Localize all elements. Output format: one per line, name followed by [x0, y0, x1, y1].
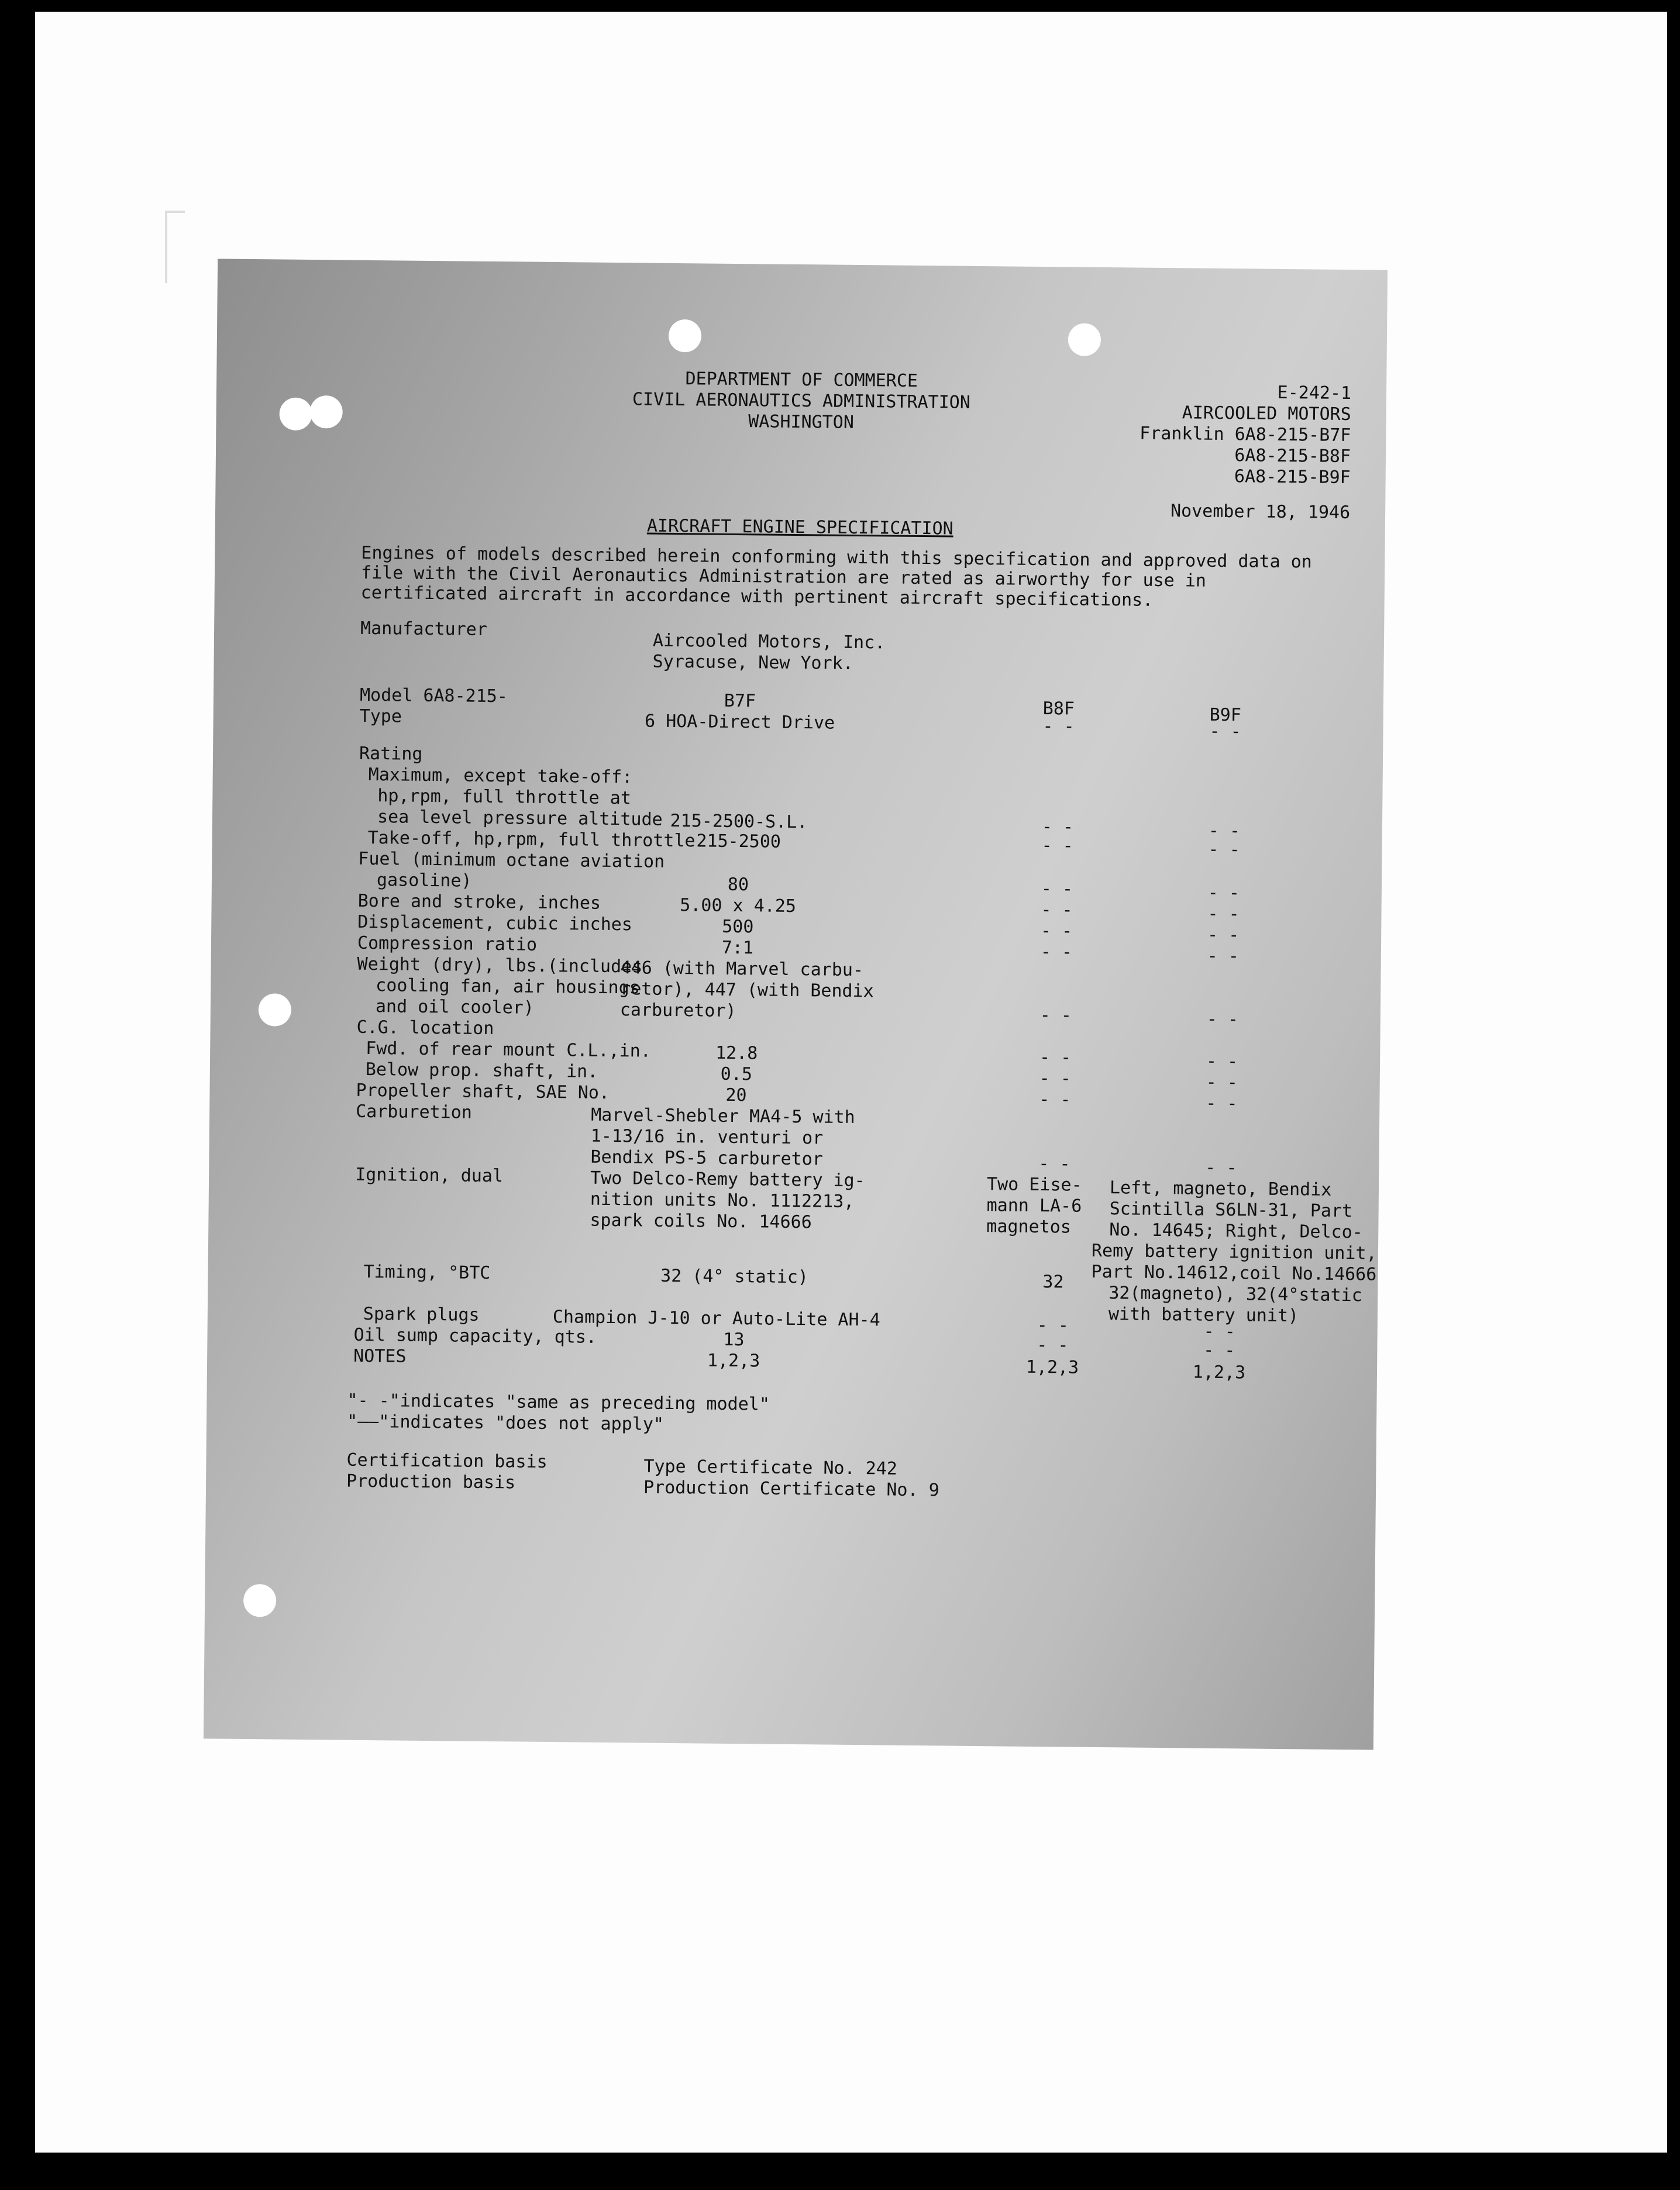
max-b7f: 215-2500-S.L. — [670, 810, 808, 833]
prop-label: Propeller shaft, SAE No. — [356, 1080, 610, 1103]
displacement-b8f: - - — [1040, 921, 1073, 942]
manufacturer-short: AIRCOOLED MOTORS — [1182, 402, 1351, 425]
fuel-b9f: - - — [1207, 882, 1240, 904]
agency-line: DEPARTMENT OF COMMERCE — [685, 369, 918, 391]
production-value: Production Certificate No. 9 — [643, 1477, 939, 1501]
weight-b7f: retor), 447 (with Bendix — [620, 979, 874, 1002]
below-label: Below prop. shaft, in. — [365, 1059, 598, 1082]
timing-b9f: with battery unit) — [1108, 1304, 1299, 1327]
notes-b8f: 1,2,3 — [1025, 1356, 1079, 1378]
timing-b9f: 32(magneto), 32(4°static — [1108, 1283, 1362, 1306]
below-b9f: - - — [1206, 1072, 1238, 1093]
manufacturer-name: Aircooled Motors, Inc. — [652, 630, 886, 653]
takeoff-b9f: - - — [1208, 839, 1240, 860]
max-b9f: - - — [1208, 820, 1241, 842]
below-b7f: 0.5 — [720, 1063, 753, 1085]
prop-b8f: - - — [1039, 1089, 1071, 1110]
weight-b9f: - - — [1206, 1008, 1239, 1030]
plugs-b8f: - - — [1037, 1314, 1069, 1336]
legend-line: "——"indicates "does not apply" — [346, 1411, 665, 1435]
ignition-label: Ignition, dual — [355, 1164, 504, 1187]
cg-label: C.G. location — [356, 1017, 494, 1039]
page-title: AIRCRAFT ENGINE SPECIFICATION — [646, 515, 953, 539]
manufacturer-label: Manufacturer — [360, 618, 488, 640]
model-designation: Franklin 6A8-215-B7F — [1139, 423, 1351, 446]
carb-b9f: - - — [1205, 1157, 1237, 1179]
fuel-b8f: - - — [1041, 879, 1073, 900]
max-label: Maximum, except take-off: — [368, 764, 633, 788]
oil-b7f: 13 — [723, 1329, 745, 1351]
weight-b7f: carburetor) — [619, 1000, 736, 1022]
ignition-b9f: No. 14645; Right, Delco- — [1109, 1220, 1363, 1243]
certification-label: Certification basis — [346, 1449, 548, 1472]
plugs-b7f: Champion J-10 or Auto-Lite AH-4 — [552, 1307, 880, 1331]
oil-label: Oil sump capacity, qts. — [353, 1324, 597, 1348]
displacement-b7f: 500 — [722, 916, 754, 938]
model-designation: 6A8-215-B8F — [1234, 445, 1351, 467]
spec-date: November 18, 1946 — [1170, 501, 1351, 524]
weight-label: cooling fan, air housings — [376, 975, 640, 998]
compression-b9f: - - — [1207, 945, 1240, 967]
legend-line: "- -"indicates "same as preceding model" — [347, 1390, 770, 1415]
bore-b8f: - - — [1041, 900, 1073, 921]
below-b8f: - - — [1039, 1068, 1072, 1089]
prop-b9f: - - — [1206, 1093, 1238, 1114]
oil-b9f: - - — [1203, 1340, 1235, 1361]
punch-hole — [259, 993, 292, 1027]
bore-b7f: 5.00 x 4.25 — [680, 895, 797, 917]
fuel-b7f: 80 — [727, 874, 749, 896]
fwd-b9f: - - — [1206, 1051, 1238, 1072]
document-page — [204, 259, 1388, 1750]
punch-hole — [1068, 323, 1101, 356]
timing-label: Timing, °BTC — [363, 1261, 491, 1284]
compression-b7f: 7:1 — [721, 937, 754, 959]
fuel-label: Fuel (minimum octane aviation — [358, 848, 665, 872]
notes-b9f: 1,2,3 — [1192, 1362, 1246, 1383]
col-head-b8f: B8F — [1042, 698, 1075, 719]
takeoff-b8f: - - — [1041, 835, 1073, 856]
compression-b8f: - - — [1040, 942, 1073, 963]
bore-label: Bore and stroke, inches — [357, 890, 601, 914]
timing-b8f: 32 — [1042, 1272, 1064, 1293]
type-b9f: - - — [1209, 721, 1241, 742]
punch-hole — [279, 397, 312, 431]
bore-b9f: - - — [1207, 903, 1240, 925]
carb-label: Carburetion — [356, 1101, 473, 1123]
ignition-b8f: magnetos — [986, 1216, 1072, 1238]
takeoff-label: Take-off, hp,rpm, full throttle — [367, 827, 696, 852]
plugs-label: Spark plugs — [363, 1303, 480, 1325]
model-designation: 6A8-215-B9F — [1234, 466, 1351, 488]
model-label: Model 6A8-215- — [359, 684, 508, 707]
fuel-label: gasoline) — [376, 870, 472, 891]
fwd-b7f: 12.8 — [715, 1042, 758, 1064]
col-head-b9f: B9F — [1209, 704, 1242, 726]
weight-label: Weight (dry), lbs.(includes — [357, 953, 643, 977]
carb-b7f: 1-13/16 in. venturi or — [590, 1125, 824, 1149]
ignition-b7f: Two Delco-Remy battery ig- — [590, 1168, 865, 1192]
certification-value: Type Certificate No. 242 — [643, 1456, 898, 1479]
weight-b8f: - - — [1039, 1005, 1072, 1026]
max-b8f: - - — [1041, 817, 1074, 838]
plugs-b9f: - - — [1203, 1321, 1235, 1342]
punch-hole — [309, 395, 343, 429]
ignition-b8f: Two Eise- — [986, 1174, 1082, 1196]
agency-line: WASHINGTON — [748, 411, 855, 433]
carb-b8f: - - — [1038, 1153, 1070, 1175]
fwd-label: Fwd. of rear mount C.L.,in. — [366, 1038, 652, 1062]
ignition-b7f: nition units No. 1112213, — [590, 1189, 855, 1212]
displacement-b9f: - - — [1207, 924, 1240, 946]
rating-label: Rating — [359, 743, 423, 765]
fwd-b8f: - - — [1039, 1047, 1072, 1068]
col-head-b7f: B7F — [724, 690, 756, 712]
notes-b7f: 1,2,3 — [707, 1350, 760, 1372]
ignition-b9f: Remy battery ignition unit, — [1091, 1240, 1377, 1264]
prop-b7f: 20 — [725, 1084, 747, 1106]
weight-label: and oil cooler) — [375, 996, 535, 1018]
scan-frame — [35, 12, 1667, 2153]
ignition-b7f: spark coils No. 14666 — [590, 1210, 812, 1233]
type-label: Type — [359, 705, 402, 727]
weight-b7f: 446 (with Marvel carbu- — [620, 958, 864, 981]
manufacturer-city: Syracuse, New York. — [652, 651, 853, 674]
ignition-b8f: mann LA-6 — [986, 1195, 1082, 1217]
compression-label: Compression ratio — [357, 932, 538, 955]
spec-number: E-242-1 — [1277, 382, 1352, 404]
scan-corner-mark — [165, 211, 185, 283]
production-label: Production basis — [346, 1471, 516, 1493]
type-b7f: 6 HOA-Direct Drive — [644, 711, 835, 734]
notes-label: NOTES — [353, 1345, 407, 1367]
ignition-b9f: Left, magneto, Bendix — [1109, 1177, 1332, 1200]
punch-hole — [243, 1584, 277, 1617]
ignition-b9f: Scintilla S6LN-31, Part — [1109, 1199, 1353, 1222]
ignition-b9f: Part No.14612,coil No.14666 — [1091, 1261, 1377, 1285]
agency-line: CIVIL AERONAUTICS ADMINISTRATION — [632, 389, 971, 413]
max-label: sea level pressure altitude — [377, 807, 663, 830]
carb-b7f: Marvel-Shebler MA4-5 with — [591, 1104, 855, 1128]
punch-hole — [669, 319, 702, 353]
intro-paragraph: Engines of models described herein conforming with this specification and approved data on file with the Civil Aeronautics Administration are rated as airworthy for use in certificated aircraft in accordance with pertinent aircraft specifications. — [360, 542, 1313, 611]
carb-b7f: Bendix PS-5 carburetor — [590, 1146, 823, 1170]
oil-b8f: - - — [1037, 1334, 1069, 1356]
displacement-label: Displacement, cubic inches — [357, 911, 633, 935]
type-b8f: - - — [1042, 716, 1075, 737]
timing-b7f: 32 (4° static) — [660, 1265, 809, 1288]
takeoff-b7f: 215-2500 — [696, 831, 782, 852]
max-label: hp,rpm, full throttle at — [377, 786, 632, 809]
